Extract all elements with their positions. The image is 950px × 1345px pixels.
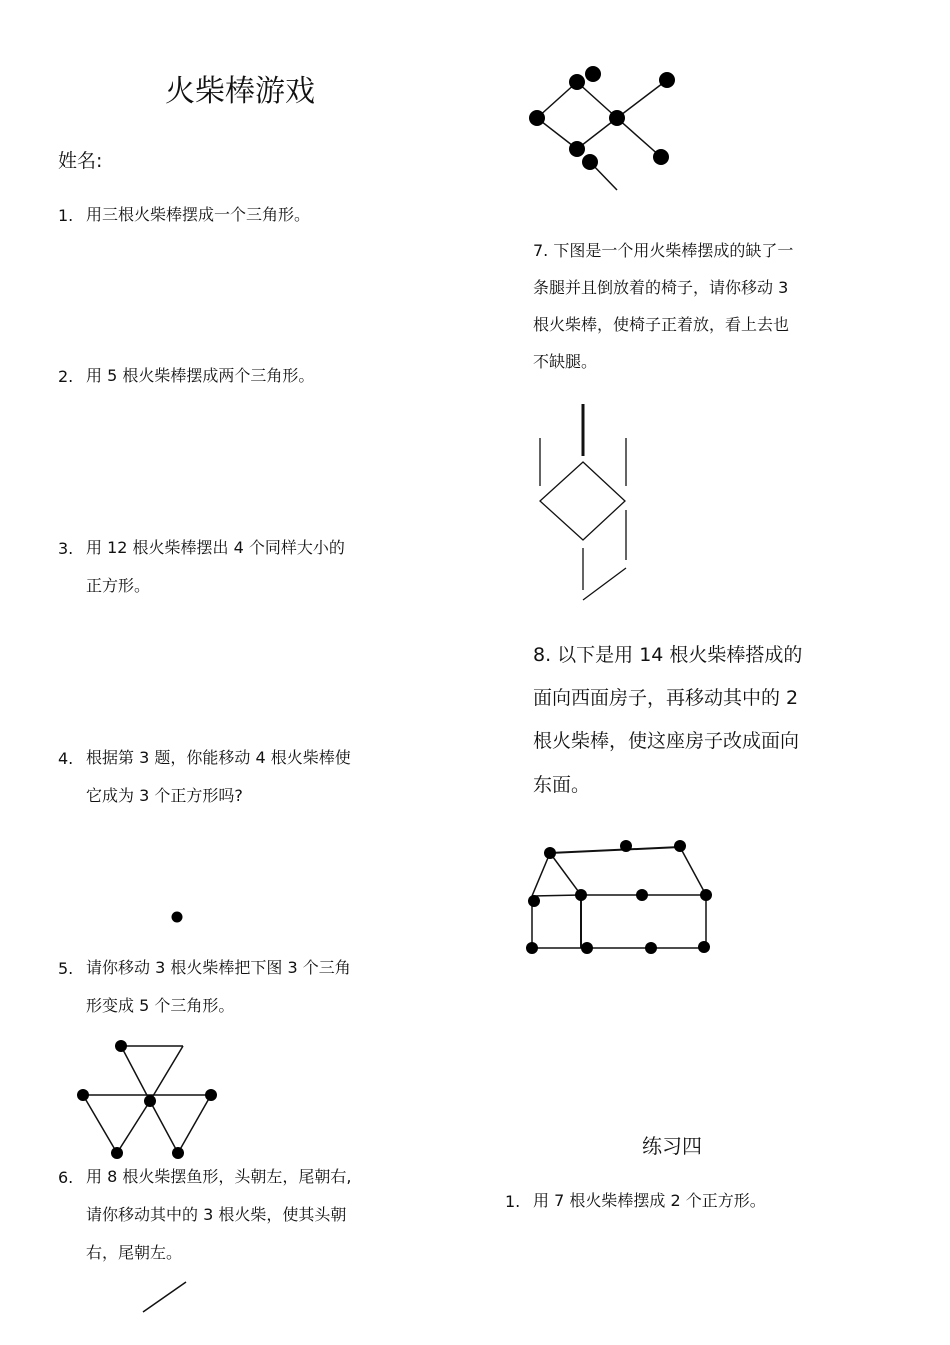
exercise-1-text: 用 7 根火柴棒摆成 2 个正方形。 bbox=[533, 1191, 766, 1210]
question-7-line-4: 不缺腿。 bbox=[533, 352, 598, 371]
question-8-line-3: 根火柴棒，使这座房子改成面向 bbox=[533, 730, 800, 752]
question-5-line-2: 形变成 5 个三角形。 bbox=[86, 996, 235, 1015]
fish-figure bbox=[520, 60, 690, 200]
question-5-line-1: 请你移动 3 根火柴棒把下图 3 个三角 bbox=[86, 958, 351, 977]
question-3-line-1: 用 12 根火柴棒摆出 4 个同样大小的 bbox=[86, 538, 345, 557]
question-1-number: 1. bbox=[58, 206, 74, 225]
page-title: 火柴棒游戏 bbox=[165, 74, 315, 109]
question-8-line-2: 面向西面房子，再移动其中的 2 bbox=[533, 687, 799, 709]
question-7-line-2: 条腿并且倒放着的椅子，请你移动 3 bbox=[533, 278, 789, 297]
chair-figure bbox=[530, 400, 640, 610]
question-2-text: 用 5 根火柴棒摆成两个三角形。 bbox=[86, 366, 315, 385]
fish-figure-fragment bbox=[140, 1278, 190, 1318]
question-4-line-1: 根据第 3 题，你能移动 4 根火柴棒使 bbox=[86, 748, 351, 767]
question-6-line-3: 右，尾朝左。 bbox=[86, 1243, 183, 1262]
question-6-line-2: 请你移动其中的 3 根火柴，使其头朝 bbox=[86, 1205, 347, 1224]
question-6-line-1: 用 8 根火柴摆鱼形，头朝左，尾朝右, bbox=[86, 1167, 352, 1186]
three-triangles-figure bbox=[70, 1035, 230, 1165]
name-label: 姓名: bbox=[58, 150, 103, 172]
exercise-1-number: 1. bbox=[505, 1192, 521, 1211]
question-4-line-2: 它成为 3 个正方形吗? bbox=[86, 786, 243, 805]
question-4-number: 4. bbox=[58, 749, 74, 768]
question-2-number: 2. bbox=[58, 367, 74, 386]
question-8-line-4: 东面。 bbox=[533, 774, 591, 796]
question-1-text: 用三根火柴棒摆成一个三角形。 bbox=[86, 205, 311, 224]
section-title: 练习四 bbox=[642, 1134, 702, 1158]
question-3-line-2: 正方形。 bbox=[86, 576, 151, 595]
question-7-line-1: 7. 下图是一个用火柴棒摆成的缺了一 bbox=[533, 241, 794, 260]
question-5-number: 5. bbox=[58, 959, 74, 978]
q4-figure-dot bbox=[170, 910, 184, 924]
question-8-line-1: 8. 以下是用 14 根火柴棒搭成的 bbox=[533, 644, 803, 666]
question-3-number: 3. bbox=[58, 539, 74, 558]
question-7-line-3: 根火柴棒，使椅子正着放，看上去也 bbox=[533, 315, 790, 334]
question-6-number: 6. bbox=[58, 1168, 74, 1187]
house-figure bbox=[518, 835, 723, 965]
